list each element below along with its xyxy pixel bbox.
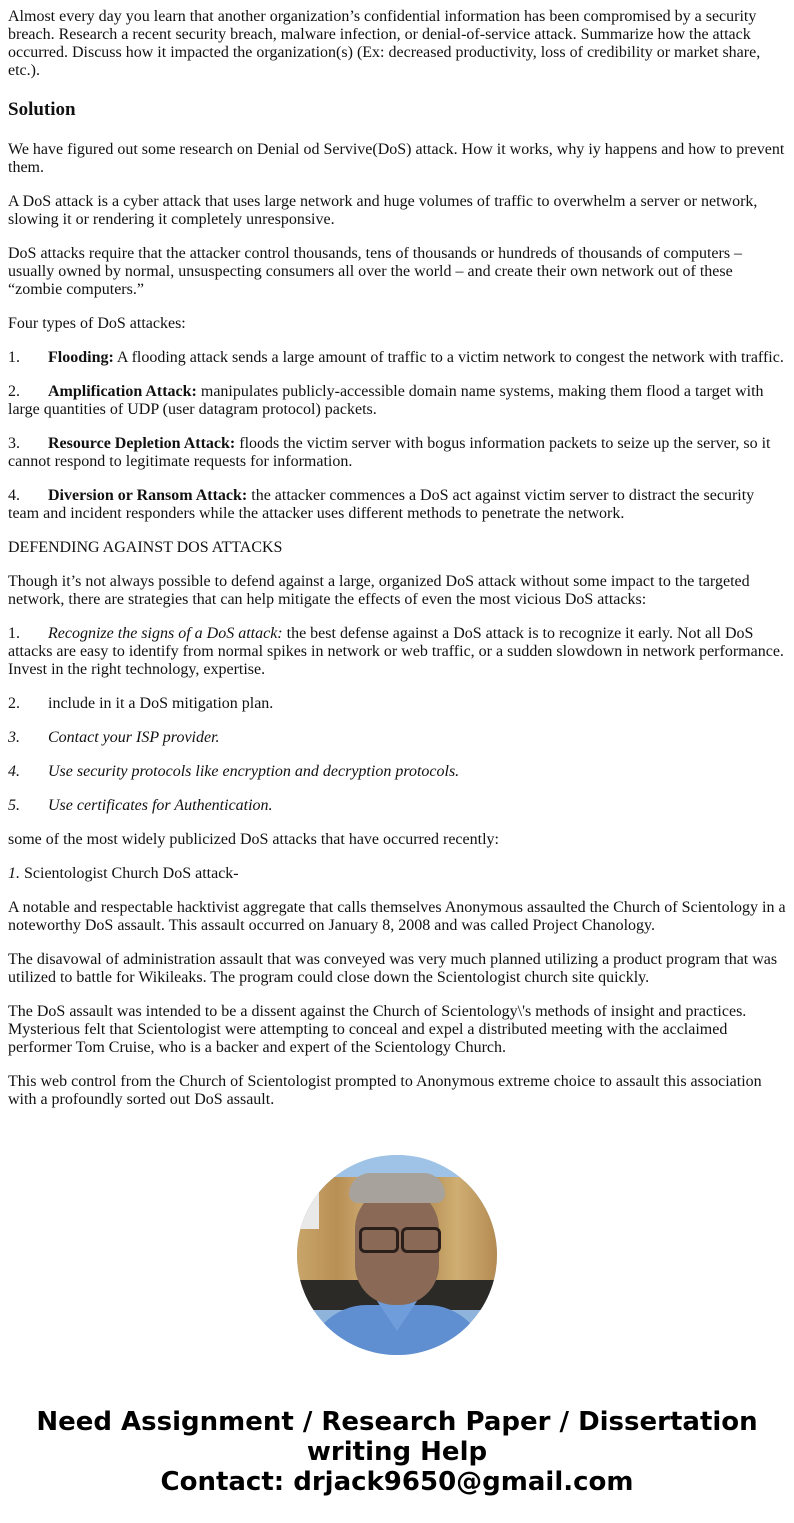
defense-description: include in it a DoS mitigation plan. bbox=[48, 695, 274, 712]
list-number: 3. bbox=[8, 435, 20, 452]
type-term: Resource Depletion Attack: bbox=[48, 435, 236, 452]
type-term: Flooding: bbox=[48, 349, 114, 366]
requirements-paragraph: DoS attacks require that the attacker control thousands, tens of thousands or hundreds of thousands of computers – usually owned by normal, unsuspecting consumers all over the world – and create their own network out of these “zombie computers.” bbox=[8, 245, 743, 298]
defense-term: Contact your ISP provider. bbox=[48, 729, 220, 746]
promo-banner bbox=[0, 1407, 794, 1497]
list-number: 5. bbox=[8, 797, 20, 814]
type-item-flooding bbox=[8, 349, 786, 367]
recent-item bbox=[8, 865, 786, 883]
type-item-diversion bbox=[8, 487, 786, 523]
defense-item-2 bbox=[8, 695, 786, 713]
avatar-switch-panel bbox=[297, 1185, 319, 1229]
list-number: 4. bbox=[8, 487, 20, 504]
defense-item-1 bbox=[8, 625, 786, 679]
recent-heading: some of the most widely publicized DoS attacks that have occurred recently: bbox=[8, 831, 499, 848]
defending-heading: DEFENDING AGAINST DOS ATTACKS bbox=[8, 539, 283, 556]
defense-item-4 bbox=[8, 763, 786, 781]
promo-contact: Contact: drjack9650@gmail.com bbox=[160, 1467, 634, 1497]
list-number: 1. bbox=[8, 865, 20, 882]
avatar-hair bbox=[349, 1173, 445, 1203]
story-paragraph-3: The DoS assault was intended to be a dissent against the Church of Scientology\'s methods of insight and practices. Mysterious felt that Scientologist were attempting to conceal and expel a distributed meeting with the acclaimed performer Tom Cruise, who is a backer and expert of the Scientology Church. bbox=[8, 1003, 747, 1056]
author-photo-container bbox=[0, 1155, 794, 1355]
solution-heading: Solution bbox=[8, 99, 76, 120]
type-description: manipulates publicly-accessible domain name systems, making them flood a target with large quantities of UDP (user datagram protocol) packets. bbox=[8, 383, 764, 418]
avatar-glasses-right bbox=[401, 1227, 441, 1253]
defense-description: the best defense against a DoS attack is to recognize it early. Not all DoS attacks are easy to identify from normal spikes in network or web traffic, or a sudden slowdown in network performance. Invest in the right technology, expertise. bbox=[8, 625, 784, 678]
promo-line-1: Need Assignment / Research Paper / Dissertation writing Help bbox=[36, 1407, 758, 1467]
author-avatar bbox=[297, 1155, 497, 1355]
defense-term: Use security protocols like encryption and decryption protocols. bbox=[48, 763, 460, 780]
list-number: 1. bbox=[8, 625, 20, 642]
defense-item-5 bbox=[8, 797, 786, 815]
recent-item-title: Scientologist Church DoS attack- bbox=[20, 865, 239, 882]
defense-term: Recognize the signs of a DoS attack: bbox=[48, 625, 283, 642]
list-number: 1. bbox=[8, 349, 20, 366]
list-number: 3. bbox=[8, 729, 20, 746]
list-number: 4. bbox=[8, 763, 20, 780]
defense-term: Use certificates for Authentication. bbox=[48, 797, 273, 814]
type-item-resource-depletion bbox=[8, 435, 786, 471]
type-term: Amplification Attack: bbox=[48, 383, 197, 400]
type-item-amplification bbox=[8, 383, 786, 419]
story-paragraph-2: The disavowal of administration assault that was conveyed was very much planned utilizing a product program that was utilized to battle for Wikileaks. The program could close down the Scientologist church site quickly. bbox=[8, 951, 778, 986]
defense-item-3 bbox=[8, 729, 786, 747]
type-term: Diversion or Ransom Attack: bbox=[48, 487, 248, 504]
list-number: 2. bbox=[8, 695, 20, 712]
story-paragraph-1: A notable and respectable hacktivist aggregate that calls themselves Anonymous assaulted the Church of Scientology in a noteworthy DoS assault. This assault occurred on January 8, 2008 and was called Project Chanology. bbox=[8, 899, 786, 934]
definition-paragraph: A DoS attack is a cyber attack that uses large network and huge volumes of traffic to overwhelm a server or network, slowing it or rendering it completely unresponsive. bbox=[8, 193, 758, 228]
question-text: Almost every day you learn that another organization’s confidential information has been compromised by a security breach. Research a recent security breach, malware infection, or denial-of-service attack. Summarize how the attack occurred. Discuss how it impacted the organization(s) (Ex: decreased productivity, loss of credibility or market share, etc.). bbox=[8, 8, 761, 79]
type-description: the attacker commences a DoS act against victim server to distract the security team and incident responders while the attacker uses different methods to penetrate the network. bbox=[8, 487, 755, 522]
type-description: A flooding attack sends a large amount of traffic to a victim network to congest the network with traffic. bbox=[113, 349, 784, 366]
intro-paragraph: We have figured out some research on Denial od Servive(DoS) attack. How it works, why iy happens and how to prevent them. bbox=[8, 141, 785, 176]
defending-intro: Though it’s not always possible to defend against a large, organized DoS attack without some impact to the targeted network, there are strategies that can help mitigate the effects of even the most vicious DoS attacks: bbox=[8, 573, 750, 608]
story-paragraph-4: This web control from the Church of Scientologist prompted to Anonymous extreme choice to assault this association with a profoundly sorted out DoS assault. bbox=[8, 1073, 762, 1108]
type-description: floods the victim server with bogus information packets to seize up the server, so it cannot respond to legitimate requests for information. bbox=[8, 435, 771, 470]
avatar-glasses-left bbox=[359, 1227, 399, 1253]
types-heading: Four types of DoS attackes: bbox=[8, 315, 186, 332]
list-number: 2. bbox=[8, 383, 20, 400]
